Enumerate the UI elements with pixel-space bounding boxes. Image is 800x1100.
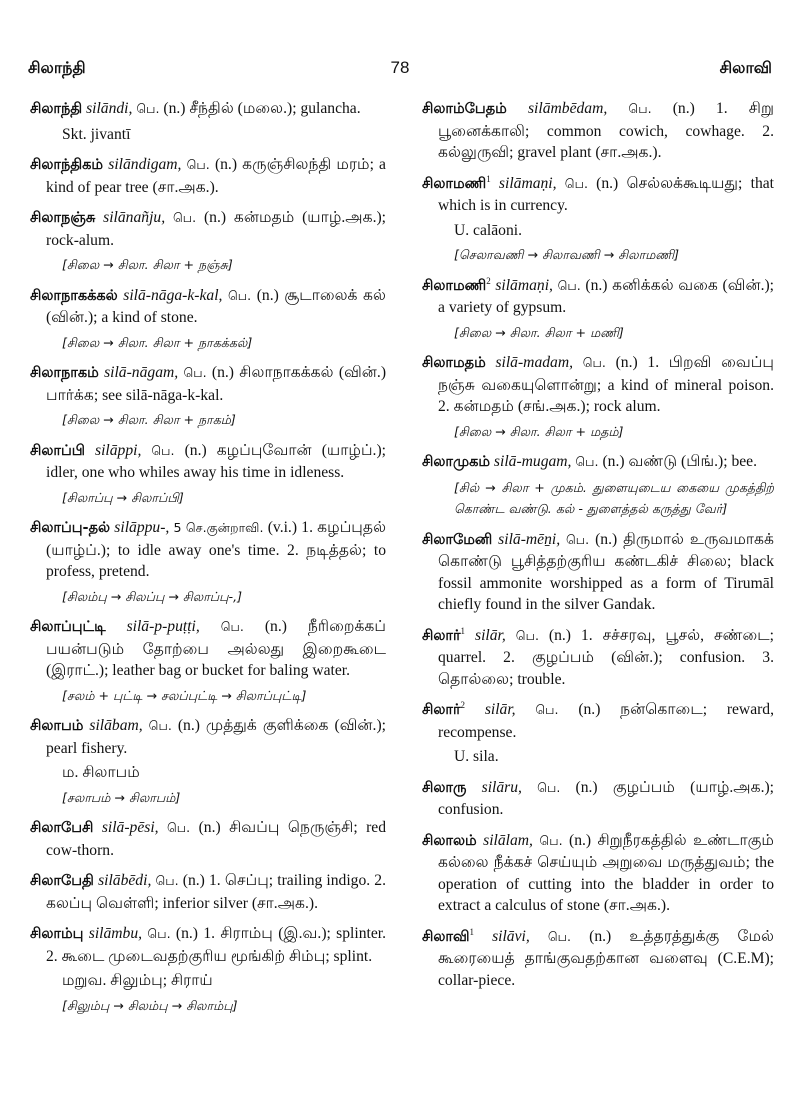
entry-headword: சிலாந்திகம்: [30, 157, 104, 173]
part-of-speech-english: (n.): [184, 441, 207, 459]
part-of-speech-english: (n.): [264, 618, 287, 635]
page-header: [28, 58, 772, 82]
transliteration: silāvi,: [492, 927, 530, 945]
part-of-speech-tamil: பெ.: [136, 101, 160, 116]
dictionary-entry: [30, 715, 386, 808]
entry-definition: சிலாநாகக்கல் (வின்.) பார்க்க; see silā-nāga-k-kal.: [46, 364, 387, 404]
guide-word-left: சிலாந்தி: [28, 58, 86, 77]
dictionary-entry: [422, 451, 774, 520]
entry-definition: கனிக்கல் வகை (வின்.); a variety of gypsum.: [438, 276, 774, 316]
transliteration: silālam,: [483, 831, 533, 849]
entry-headword: சிலாமேனி: [422, 531, 493, 548]
part-of-speech-english: (n.): [198, 819, 221, 836]
entry-definition: உத்தரத்துக்கு மேல் கூரையைத் தாங்குவதற்கான வளைவு (C.E.M); collar-piece.: [438, 927, 774, 989]
entry-headword: சிலாநாகம்: [30, 365, 99, 381]
part-of-speech-tamil: பெ.: [537, 779, 561, 795]
part-of-speech-english: (n.): [214, 156, 238, 173]
entry-definition: சிவப்பு நெருஞ்சி; red cow-thorn.: [46, 819, 387, 859]
part-of-speech-tamil: பெ.: [186, 157, 210, 172]
transliteration: silāmaṇi,: [498, 174, 557, 192]
etymology: [சிலை → சிலா. சிலா + நாகக்கல்]: [62, 334, 253, 350]
transliteration: silābēdi,: [98, 872, 152, 889]
part-of-speech-tamil: பெ.: [515, 627, 539, 643]
dictionary-entry: [422, 352, 774, 442]
etymology: [சிலை → சிலா. சிலா + நாகம்]: [62, 412, 236, 427]
entry-headword: சிலாரு: [422, 779, 467, 796]
part-of-speech-tamil: பெ.: [566, 531, 590, 547]
part-of-speech-english: (n.): [175, 925, 198, 942]
transliteration: silā-nāga-k-kal,: [123, 286, 223, 304]
part-of-speech-english: (n.): [585, 276, 608, 294]
homonym-number: 1: [460, 625, 466, 636]
part-of-speech-tamil: பெ.: [628, 101, 652, 116]
entry-headword: சிலாமதம்: [422, 355, 486, 371]
part-of-speech-english: (n.): [595, 530, 618, 548]
transliteration: silā-p-puṭṭi,: [126, 618, 200, 635]
entry-headword: சிலார்: [422, 702, 461, 718]
part-of-speech-english: (n.): [548, 626, 572, 644]
homonym-number: 2: [486, 275, 491, 286]
part-of-speech-tamil: பெ.: [535, 702, 559, 717]
left-column: [30, 98, 386, 1025]
entry-definition: கழப்புவோன் (யாழ்ப்.); idler, one who whiles away his time in idleness.: [46, 441, 386, 481]
part-of-speech-english: (n.): [575, 778, 598, 796]
dictionary-entry: [422, 830, 774, 917]
part-of-speech-english: (n.): [177, 717, 200, 734]
entry-definition: முத்துக் குளிக்கை (வின்.); pearl fishery.: [46, 717, 386, 757]
transliteration: silāndigam,: [108, 156, 182, 173]
part-of-speech-english: (n.): [602, 453, 625, 470]
cognate-note: மறுவ. சிலும்பு; சிராய்: [62, 972, 213, 989]
entry-headword: சிலாம்பேதம்: [422, 101, 507, 117]
etymology: [சிலை → சிலா. சிலா + மதம்]: [454, 423, 624, 439]
dictionary-entry: [422, 173, 774, 266]
entry-headword: சிலாமுகம்: [422, 454, 491, 470]
part-of-speech-english: (n.): [203, 209, 227, 226]
entry-definition: நன்கொடை; reward, recompense.: [438, 701, 774, 741]
part-of-speech-tamil: பெ.: [227, 287, 252, 303]
transliteration: silā-nāgam,: [104, 364, 179, 381]
entry-headword: சிலாப்பு-தல்: [30, 520, 111, 536]
entry-definition: குழப்பம் (யாழ்.அக.); confusion.: [438, 778, 775, 818]
transliteration: silāmbēdam,: [527, 100, 608, 117]
entry-headword: சிலாவி: [422, 928, 470, 945]
guide-word-right: சிலாவி: [719, 58, 772, 77]
part-of-speech-english: (n.): [672, 100, 695, 117]
part-of-speech-tamil: பெ.: [220, 619, 244, 634]
transliteration: silār,: [475, 626, 506, 644]
part-of-speech-english: (n.): [163, 100, 186, 117]
etymology: [சிலாப்பு → சிலாப்பி]: [62, 489, 184, 505]
entry-headword: சிலார்: [422, 627, 461, 644]
dictionary-entry: [30, 98, 386, 145]
etymology: [சலாபம் → சிலாபம்]: [62, 789, 181, 805]
entry-headword: சிலாநாகக்கல்: [30, 287, 118, 304]
dictionary-entry: [422, 699, 774, 768]
part-of-speech-english: (n.): [578, 701, 601, 718]
homonym-number: 2: [460, 699, 466, 710]
dictionary-entry: [422, 98, 774, 164]
part-of-speech-tamil: பெ.: [151, 442, 175, 458]
entry-definition: சீந்தில் (மலை.); gulancha.: [189, 100, 361, 117]
homonym-number: 1: [469, 926, 474, 937]
transliteration: silāru,: [481, 778, 522, 796]
dictionary-entry: [422, 777, 774, 821]
etymology: [சிலும்பு → சிலம்பு → சிலாம்பு]: [62, 997, 238, 1013]
entry-definition: வண்டு (பிங்.); bee.: [628, 453, 757, 470]
part-of-speech-tamil: பெ.: [148, 718, 172, 733]
etymology: [சிலம்பு → சிலப்பு → சிலாப்பு-,]: [62, 588, 243, 604]
entry-definition: 1. செப்பு; trailing indigo. 2. கலப்பு வெள்ளி; inferior silver (சா.அக.).: [46, 872, 386, 912]
etymology: [செலாவணி → சிலாவணி → சிலாமணி]: [454, 247, 679, 262]
entry-headword: சிலாமணி: [422, 175, 487, 192]
transliteration: silā-madam,: [495, 354, 573, 371]
part-of-speech-tamil: பெ.: [539, 832, 563, 848]
part-of-speech-english: (n.): [589, 927, 612, 945]
entry-headword: சிலாப்புட்டி: [30, 619, 106, 635]
part-of-speech-tamil: பெ.: [582, 355, 606, 370]
part-of-speech-english: (n.): [256, 286, 279, 304]
part-of-speech-english: (n.): [182, 872, 205, 889]
transliteration: silānañju,: [103, 209, 166, 226]
transliteration: silāppi,: [95, 441, 142, 459]
entry-headword: சிலாம்பு: [30, 926, 84, 942]
cognate-note: U. sila.: [454, 748, 499, 765]
entry-definition: 1. சிராம்பு (இ.வ.); splinter. 2. கூடை முடைவதற்குரிய மூங்கிற் சிம்பு; splint.: [46, 925, 386, 965]
dictionary-entry: [30, 362, 386, 431]
cognate-note: Skt. jivantī: [62, 125, 131, 143]
part-of-speech-tamil: பெ.: [575, 454, 599, 469]
entry-headword: சிலாப்பி: [30, 442, 85, 459]
part-of-speech-tamil: 5 செ.குன்றாவி.: [173, 520, 264, 535]
transliteration: silāmbu,: [88, 925, 143, 942]
etymology: [சிலை → சிலா. சிலா + நஞ்சு]: [62, 257, 233, 272]
part-of-speech-english: (v.i.): [267, 519, 298, 536]
part-of-speech-tamil: பெ.: [557, 277, 581, 293]
entry-definition: நீரிறைக்கப் பயன்படும் தோற்பை அல்லது இறைகூடை (இராட்.); leather bag or bucket for baling water.: [46, 618, 387, 679]
homonym-number: 1: [486, 173, 491, 184]
dictionary-entry: [422, 275, 774, 344]
entry-definition: கன்மதம் (யாழ்.அக.); rock-alum.: [46, 209, 386, 249]
transliteration: silā-mēṉi,: [498, 530, 561, 548]
transliteration: silāmaṇi,: [495, 276, 553, 294]
cognate-note: ம. சிலாபம்: [62, 764, 140, 781]
dictionary-entry: [30, 923, 386, 1016]
part-of-speech-tamil: பெ.: [564, 175, 588, 191]
entry-definition: செல்லக்கூடியது; that which is in currency.: [438, 174, 774, 214]
part-of-speech-tamil: பெ.: [183, 365, 207, 380]
dictionary-entry: [30, 870, 386, 914]
dictionary-entry: [30, 616, 386, 706]
part-of-speech-tamil: பெ.: [172, 210, 197, 225]
entry-headword: சிலாபேசி: [30, 820, 94, 836]
right-column: [422, 98, 774, 1000]
part-of-speech-tamil: பெ.: [147, 926, 171, 941]
transliteration: silār,: [484, 701, 516, 718]
page-number: 78: [390, 58, 410, 77]
transliteration: silā-pēsi,: [101, 819, 159, 836]
etymology: [சிலை → சிலா. சிலா + மணி]: [454, 324, 624, 340]
entry-headword: சிலாநஞ்சு: [30, 210, 96, 226]
transliteration: silāndi,: [86, 100, 133, 117]
entry-definition: 1. சச்சரவு, பூசல், சண்டை; quarrel. 2. குழப்பம் (வின்.); confusion. 3. தொல்லை; trouble.: [438, 626, 774, 688]
dictionary-entry: [30, 207, 386, 276]
entry-headword: சிலாபேதி: [30, 873, 94, 889]
part-of-speech-english: (n.): [211, 364, 234, 381]
entry-definition: கருஞ்சிலந்தி மரம்; a kind of pear tree (சா.அக.).: [46, 156, 386, 196]
part-of-speech-tamil: பெ.: [166, 820, 191, 835]
dictionary-entry: [30, 440, 386, 509]
part-of-speech-tamil: பெ.: [155, 873, 179, 888]
entry-definition: 1. சிறு பூனைக்காலி; common cowich, cowhage. 2. கல்லுருவி; gravel plant (சா.அக.).: [438, 100, 775, 161]
entry-headword: சிலாந்தி: [30, 101, 83, 117]
dictionary-entry: [30, 517, 386, 607]
cognate-note: U. calāoni.: [454, 221, 522, 239]
part-of-speech-english: (n.): [615, 354, 638, 371]
entry-headword: சிலாமணி: [422, 277, 487, 294]
transliteration: silā-mugam,: [493, 453, 572, 470]
dictionary-entry: [422, 529, 774, 616]
dictionary-entry: [422, 625, 774, 691]
dictionary-entry: [30, 817, 386, 861]
part-of-speech-tamil: பெ.: [547, 928, 572, 944]
dictionary-entry: [30, 154, 386, 198]
etymology: [சலம் + புட்டி → சலப்புட்டி → சிலாப்புட்டி]: [62, 687, 307, 703]
transliteration: silābam,: [89, 717, 143, 734]
part-of-speech-english: (n.): [596, 174, 619, 192]
entry-definition: 1. பிறவி வைப்பு நஞ்சு வகையுளொன்று; a kind of mineral poison. 2. கன்மதம் (சங்.அக.); rock alum.: [438, 354, 774, 415]
dictionary-entry: [422, 926, 774, 992]
transliteration: silāppu-,: [114, 519, 170, 536]
etymology: [சில் → சிலா + முகம். துளையுடைய கையை முகத்திற் கொண்ட வண்டு. கல் - துளைத்தல் கருத்து வேர்]: [454, 479, 774, 516]
entry-definition: சூடாலைக் கல் (வின்.); a kind of stone.: [46, 286, 386, 326]
entry-definition: சிறுநீரகத்தில் உண்டாகும் கல்லை நீக்கச் செய்யும் அறுவை மருத்துவம்; the operation of cutting into the bladder in order to extract a calculus of stone (சா.அக.).: [438, 831, 774, 914]
part-of-speech-english: (n.): [569, 831, 592, 849]
entry-headword: சிலாலம்: [422, 832, 477, 849]
dictionary-entry: [30, 285, 386, 354]
entry-headword: சிலாபம்: [30, 718, 84, 734]
entry-definition: திருமால் உருவமாகக் கொண்டு பூசித்தற்குரிய கண்டகிச் சிலை; black fossil ammonite worshipped as a form of Tirumāl chiefly found in the silver Gandak.: [438, 530, 774, 613]
entry-definition: 1. கழப்புதல் (யாழ்ப்.); to idle away one's time. 2. நடித்தல்; to profess, pretend.: [46, 519, 387, 580]
